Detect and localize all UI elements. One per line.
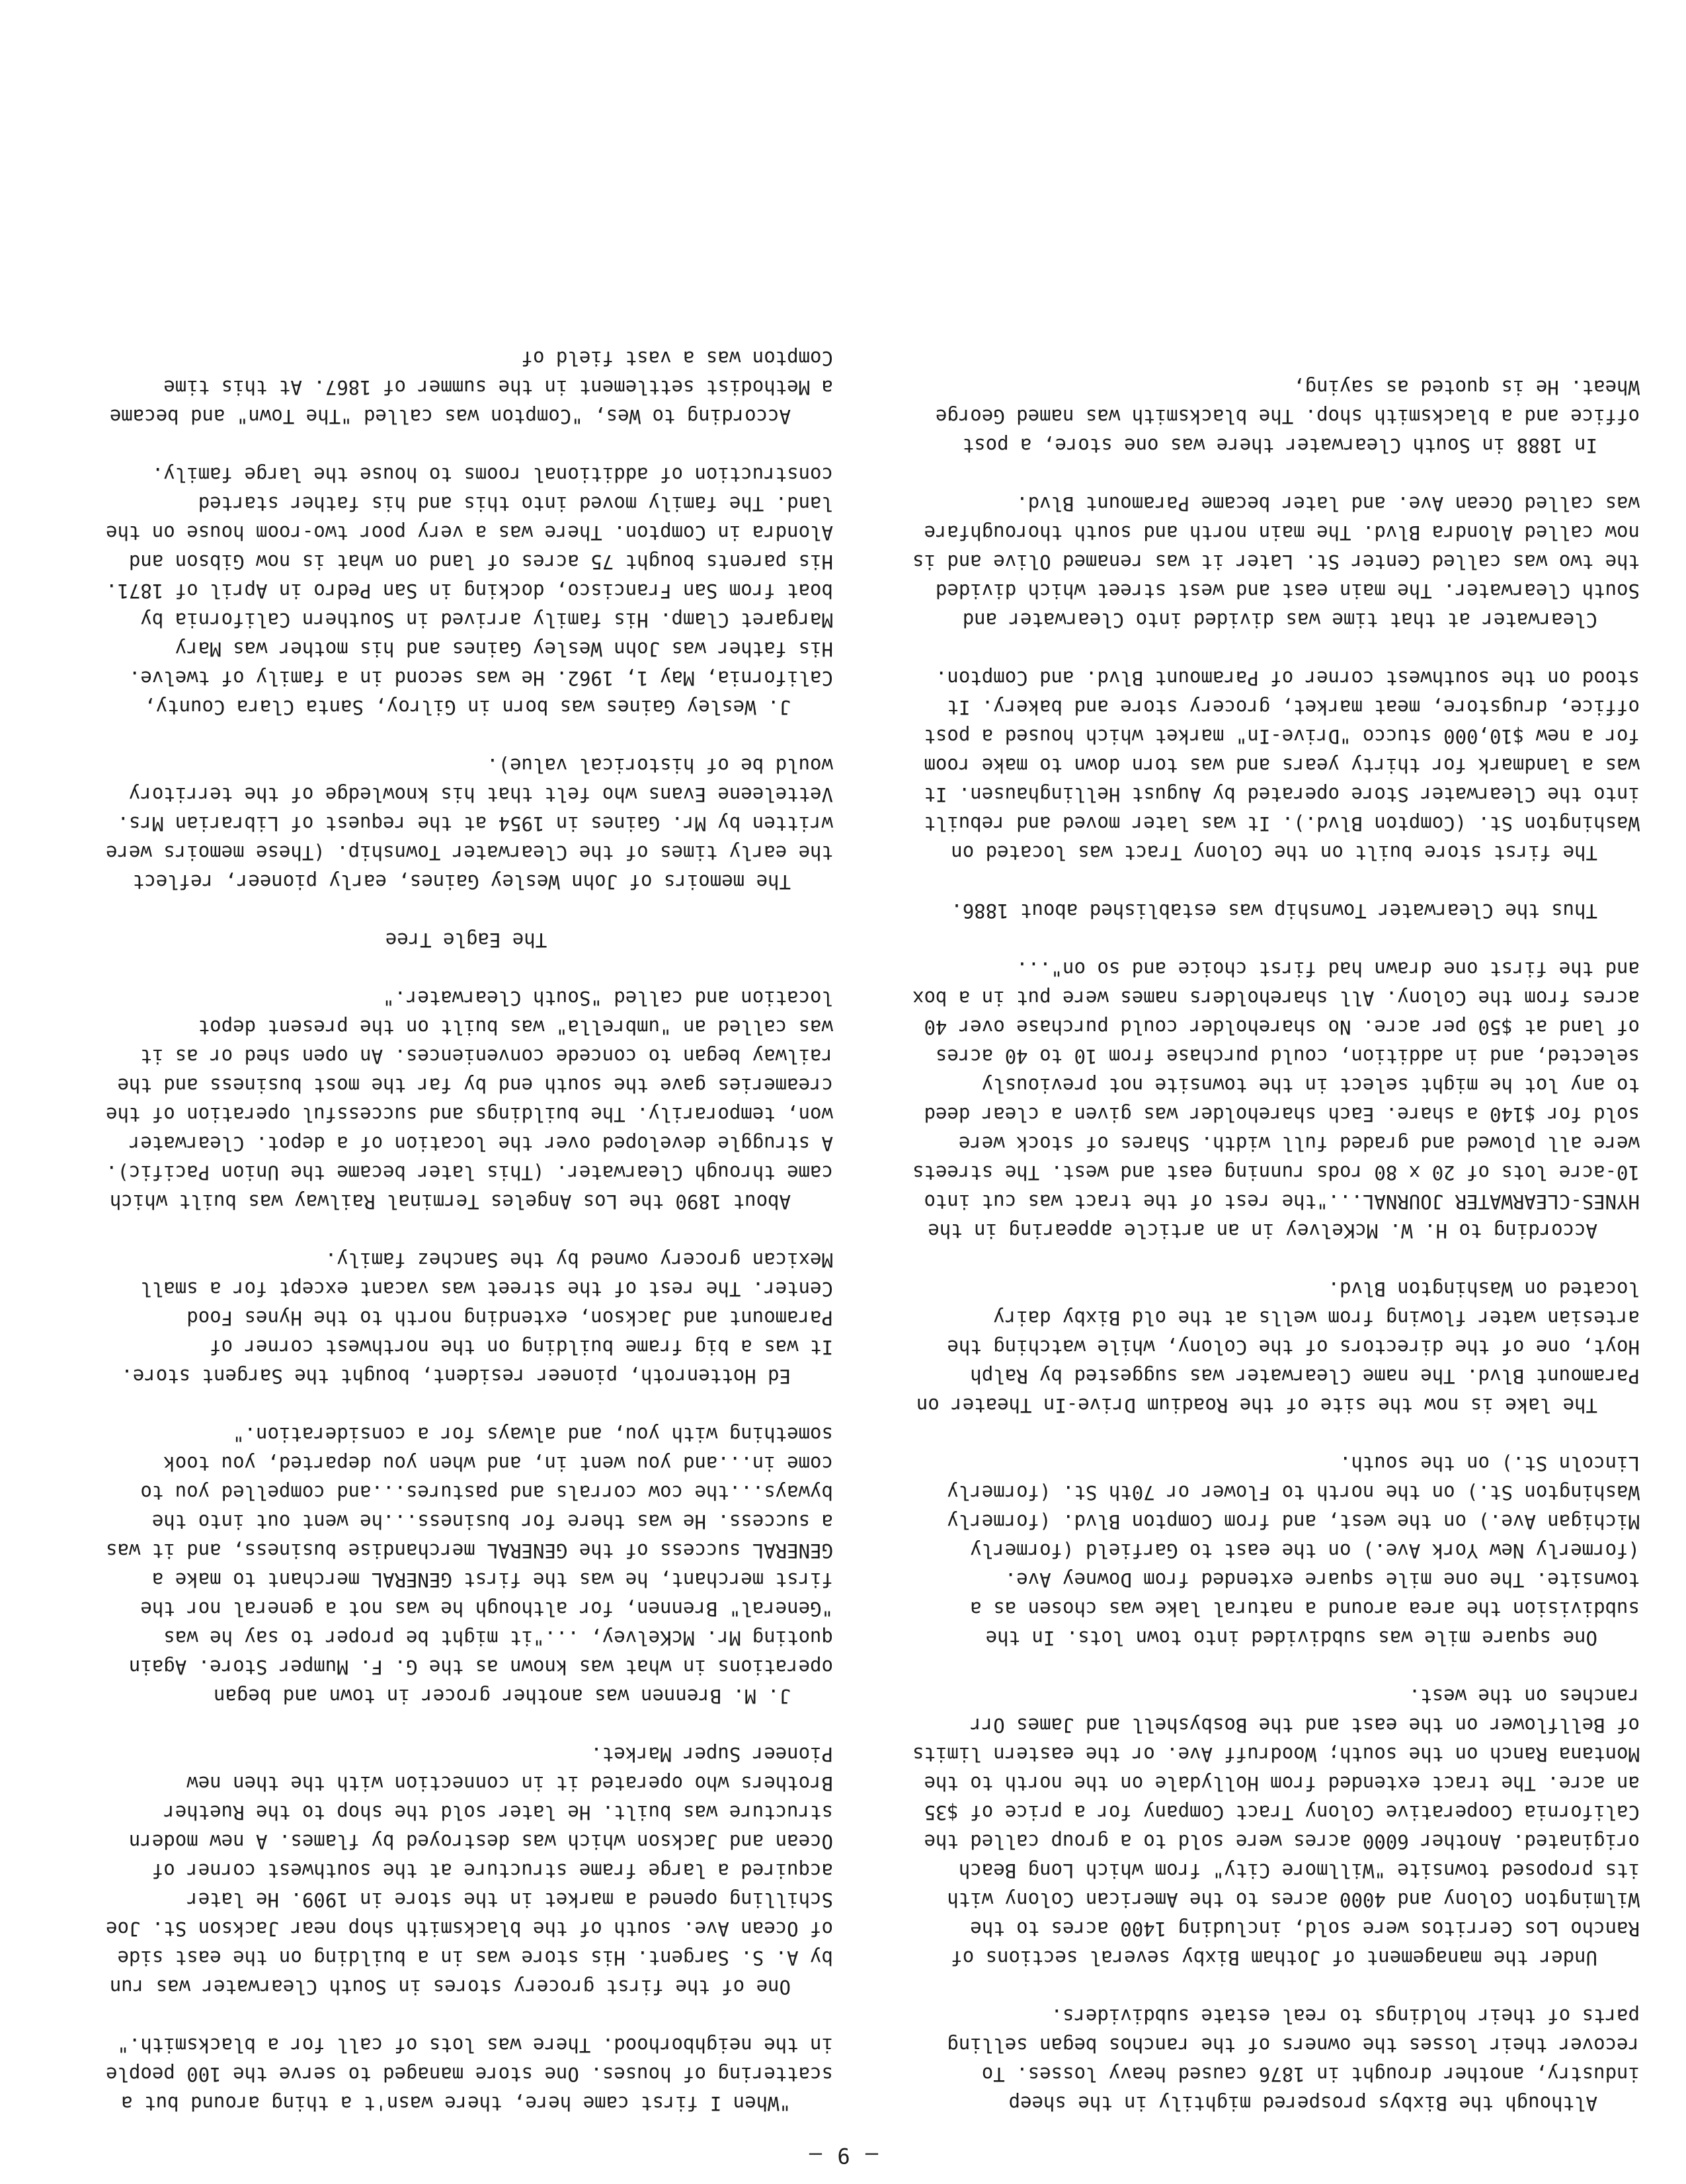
paragraph: According to Wes, "Compton was called "The Town" and became a Methodist settlement in the summer of 1867. At this time Compton was a vast field of bbox=[109, 347, 833, 428]
paragraph: J. Wesley Gaines was born in Gilroy, Santa Clara County, California, May 1, 1962. He was second in a family of twelve. His father was John Wesley Gaines and his mother was Mary Margaret Clamp. His family arrived in Southern California by boat from San Francisco, docking in San Pedro in April of 1871. His parents bought 75 acres of land on what is now Gibson and Alondra in Compton. There was a very poor two-room house on the land. The family moved into this and his father started construction of additional rooms to house the large family. bbox=[106, 463, 833, 719]
page-number: — 9 — bbox=[807, 2143, 879, 2168]
paragraph: About 1890 the Los Angeles Terminal Railway was built which came through Clearwater. (This later became the Union Pacific). A struggle developed over the location of a depot. Clearwater won, temporarily. The buildings and successful operation of the creameries gave the south end by far the most business and the railway began to concede conveniences. An open shed or as it was called an "umbrella" was built on the present depot location and called "South Clearwater." bbox=[106, 987, 833, 1213]
paragraph: One square mile was subdivided into town lots. In the subdivision the area around a natural lake was chosen as a townsite. The one mile square extended from Downey Ave. (formerly New York Ave.) on the east to Garfield (formerly Michigan Ave.) on the west, and from Compton Blvd. (formerly Washington St.) on the north to Flower or 70th St. (formerly Lincoln St.) on the south. bbox=[947, 1452, 1640, 1649]
paragraph: One of the first grocery stores in South Clearwater was run by A. S. Sargent. His store was in a building on the east side of Ocean Ave. south of the blacksmith shop near Jackson St. Joe Schilling opened a market in the store in 1909. He later acquired a large frame structure at the southwest corner of Ocean and Jackson which was destroyed by flames. A new modern structure was built. He later sold the shop to the Ruether Brothers who operated it in connection with the then new Pioneer Super Market. bbox=[106, 1743, 833, 1998]
right-column bbox=[99, 315, 833, 2118]
paragraph: The memoirs of John Wesley Gaines, early pioneer, reflect the early times of the Clearwater Township. (These memoirs were written by Mr. Gaines in 1954 at the request of Librarian Mrs. Vetteleene Evans who felt that his knowledge of the territory would be of historical value). bbox=[106, 754, 833, 893]
paragraph: Ed Hottenroth, pioneer resident, bought the Sargent store. It was a big frame building on the northwest corner of Paramount and Jackson, extending north to the Hynes Food Center. The rest of the street was vacant except for a small Mexican grocery owned by the Sanchez family. bbox=[121, 1249, 833, 1387]
paragraph: Thus the Clearwater Township was established about 1886. bbox=[951, 900, 1597, 922]
paragraph: Clearwater at that time was divided into Clearwater and South Clearwater. The main east and west street which divided the two was called Center St. Later it was renamed Olive and is now called Alondra Blvd. The main north and south thoroughfare was called Ocean Ave. and later became Paramount Blvd. bbox=[912, 492, 1640, 631]
paragraph: Under the management of Jotham Bixby several sections of Rancho Los Cerritos were sold, including 1400 acres to the Wilmington Colony and 4000 acres to the American Colony with its proposed townsite "Willmore City" from which Long Beach originated. Another 6000 acres were sold to a group called the California Cooperative Colony Tract Company for a price of $35 an acre. The tract extended from Hollydale on the north to the Montana Ranch on the south; Woodruff Ave. or the eastern limits of Bellflower on the east and the Bosbyshell and James Orr ranches on the west. bbox=[912, 1685, 1640, 1969]
section-heading-eagle-tree: The Eagle Tree bbox=[385, 929, 547, 951]
paragraph: J. M. Brennen was another grocer in town and began operations in what was known as the G. F. Mumper Store. Again quoting Mr. McKelvey, ..."it might be proper to say he was "General" Brennen, for although he was not a general nor the first merchant, he was the first GENERAL merchant to make a GENERAL success of the GENERAL merchandise business, and it was a success. He was there for business...he went out into the byways...the cow corrals and pastures...and compelled you to come in...and you went in, and when you departed, you took something with you, and always for a consideration." bbox=[106, 1423, 833, 1707]
paragraph: In 1888 in South Clearwater there was one store, a post office and a blacksmith shop. The blacksmith was named George Wheat. He is quoted as saying, bbox=[935, 376, 1640, 457]
left-column bbox=[906, 344, 1640, 2118]
paragraph: The lake is now the site of the Roadium Drive-In Theater on Paramount Blvd. The name Clearwater was suggested by Ralph Hoyt, one of the directors of the Colony, while watching the artesian water flowing from wells at the old Bixby dairy located on Washington Blvd. bbox=[916, 1278, 1640, 1417]
paragraph: The first store built on the Colony Tract was located on Washington St. (Compton Blvd.). It was later moved and rebuilt into the Clearwater Store operated by August Hellinghausen. It was a landmark for thirty years and was torn down to make room for a new $10,000 stucco "Drive-In" market which housed a post office, drugstore, meat market, grocery store and bakery. It stood on the southwest corner of Paramount Blvd. and Compton. bbox=[924, 667, 1640, 864]
paragraph: According to H. W. McKelvey in an article appearing in the HYNES-CLEARWATER JOURNAL..."the rest of the tract was cut into 10-acre lots of 20 x 80 rods running east and west. The streets were all plowed and graded full width. Shares of stock were sold for $140 a share. Each shareholder was given a clear deed to any lot he might select in the townsite not previously selected, and in addition, could purchase from 10 to 40 acres of land at $50 per acre. No shareholder could purchase over 40 acres from the Colony. All shareholders names were put in a box and the first one drawn had first choice and so on"... bbox=[912, 958, 1640, 1242]
paragraph: Although the Bixbys prospered mightily in the sheep industry, another drought in 1876 caused heavy losses. To recover their losses the owners of the ranchos began selling parts of their holdings to real estate subdividers. bbox=[947, 2005, 1640, 2115]
paragraph: "When I first came here, there wasn't a thing around but a scattering of houses. One store managed to serve the 100 people in the neighborhood. There was lots of call for a blacksmith." bbox=[106, 2034, 833, 2115]
